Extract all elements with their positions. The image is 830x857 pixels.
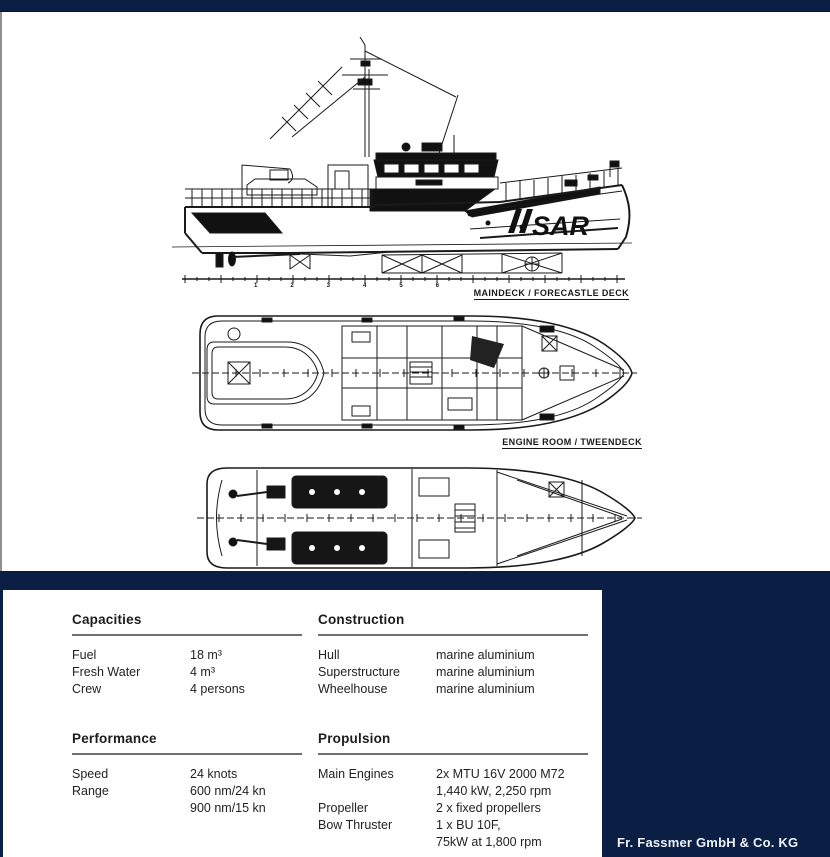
spec-row-label: Hull [318,648,340,662]
side-profile-drawing [170,37,640,287]
section-title: Construction [318,612,405,627]
top-navy-bar [0,0,830,12]
spec-row [318,817,588,834]
spec-row [318,800,588,817]
section-rows [72,647,302,698]
section-rows [318,766,588,851]
engineroom-centerline [197,514,642,522]
section-rows [318,647,588,698]
spec-row-label: Superstructure [318,665,400,679]
spec-row [72,647,302,664]
spec-row [318,681,588,698]
hull-marking-text: SAR [532,211,590,241]
section-performance [72,731,302,817]
spec-row-label [318,834,436,851]
spec-row-label: Fuel [72,648,97,662]
main-engines [229,476,387,564]
section-rows [72,766,302,817]
wheelhouse [374,135,498,189]
spec-row-value: 4 m³ [190,665,215,679]
spec-row-label: Wheelhouse [318,682,388,696]
company-name: Fr. Fassmer GmbH & Co. KG [617,835,799,850]
section-construction [318,612,588,698]
spec-row-value: 75kW at 1,800 rpm [436,835,542,849]
maindeck-daughter-boat [207,328,324,404]
spec-row-label: Fresh Water [72,665,141,679]
spec-row [318,647,588,664]
spec-row-value: 600 nm/24 kn [190,784,266,798]
spec-row [72,800,302,817]
spec-row-label: Propeller [318,801,369,815]
specifications-panel [3,590,602,857]
spec-row-value: 24 knots [190,767,238,781]
section-rule [318,753,588,755]
section-rule [318,634,588,636]
spec-row-value: marine aluminium [436,648,535,662]
spec-row [72,783,302,800]
maindeck-centerline [192,369,637,377]
spec-row [318,834,588,851]
spec-row [318,766,588,783]
spec-row-label [318,783,436,800]
section-rule [72,753,302,755]
scale-numbers: 123456 [254,283,473,287]
spec-row-value: marine aluminium [436,665,535,679]
spec-row [72,664,302,681]
maindeck-plan-drawing [192,310,637,440]
cradle [290,253,562,273]
spec-row-label: Main Engines [318,767,394,781]
spec-row-value: 2x MTU 16V 2000 M72 [436,767,565,781]
spec-row [72,766,302,783]
section-rule [72,634,302,636]
engine-room-label: ENGINE ROOM / TWEENDECK [502,437,642,447]
drawings-area [2,12,830,571]
maindeck-label: MAINDECK / FORECASTLE DECK [473,288,629,298]
spec-row-value: 1 x BU 10F, [436,818,501,832]
section-title: Capacities [72,612,142,627]
spec-row-label: Speed [72,767,109,781]
section-title: Propulsion [318,731,391,746]
section-title: Performance [72,731,157,746]
spec-row [72,681,302,698]
spec-row-label: Bow Thruster [318,818,393,832]
spec-row [318,783,588,800]
engine-room-plan-drawing [197,460,642,580]
spec-row-label: Range [72,784,109,798]
section-propulsion [318,731,588,851]
spec-row [318,664,588,681]
spec-row-value: 900 nm/15 kn [190,801,266,815]
spec-row-label: Crew [72,682,102,696]
aft-deck [185,165,375,253]
spec-row-value: 18 m³ [190,648,222,662]
baseline-scale [182,275,625,287]
sar-logo [508,209,590,241]
spec-row-value: 1,440 kW, 2,250 rpm [436,784,552,798]
section-capacities [72,612,302,698]
spec-row-value: 2 x fixed propellers [436,801,541,815]
spec-row-label [72,800,190,817]
spec-row-value: marine aluminium [436,682,535,696]
spec-row-value: 4 persons [190,682,245,696]
